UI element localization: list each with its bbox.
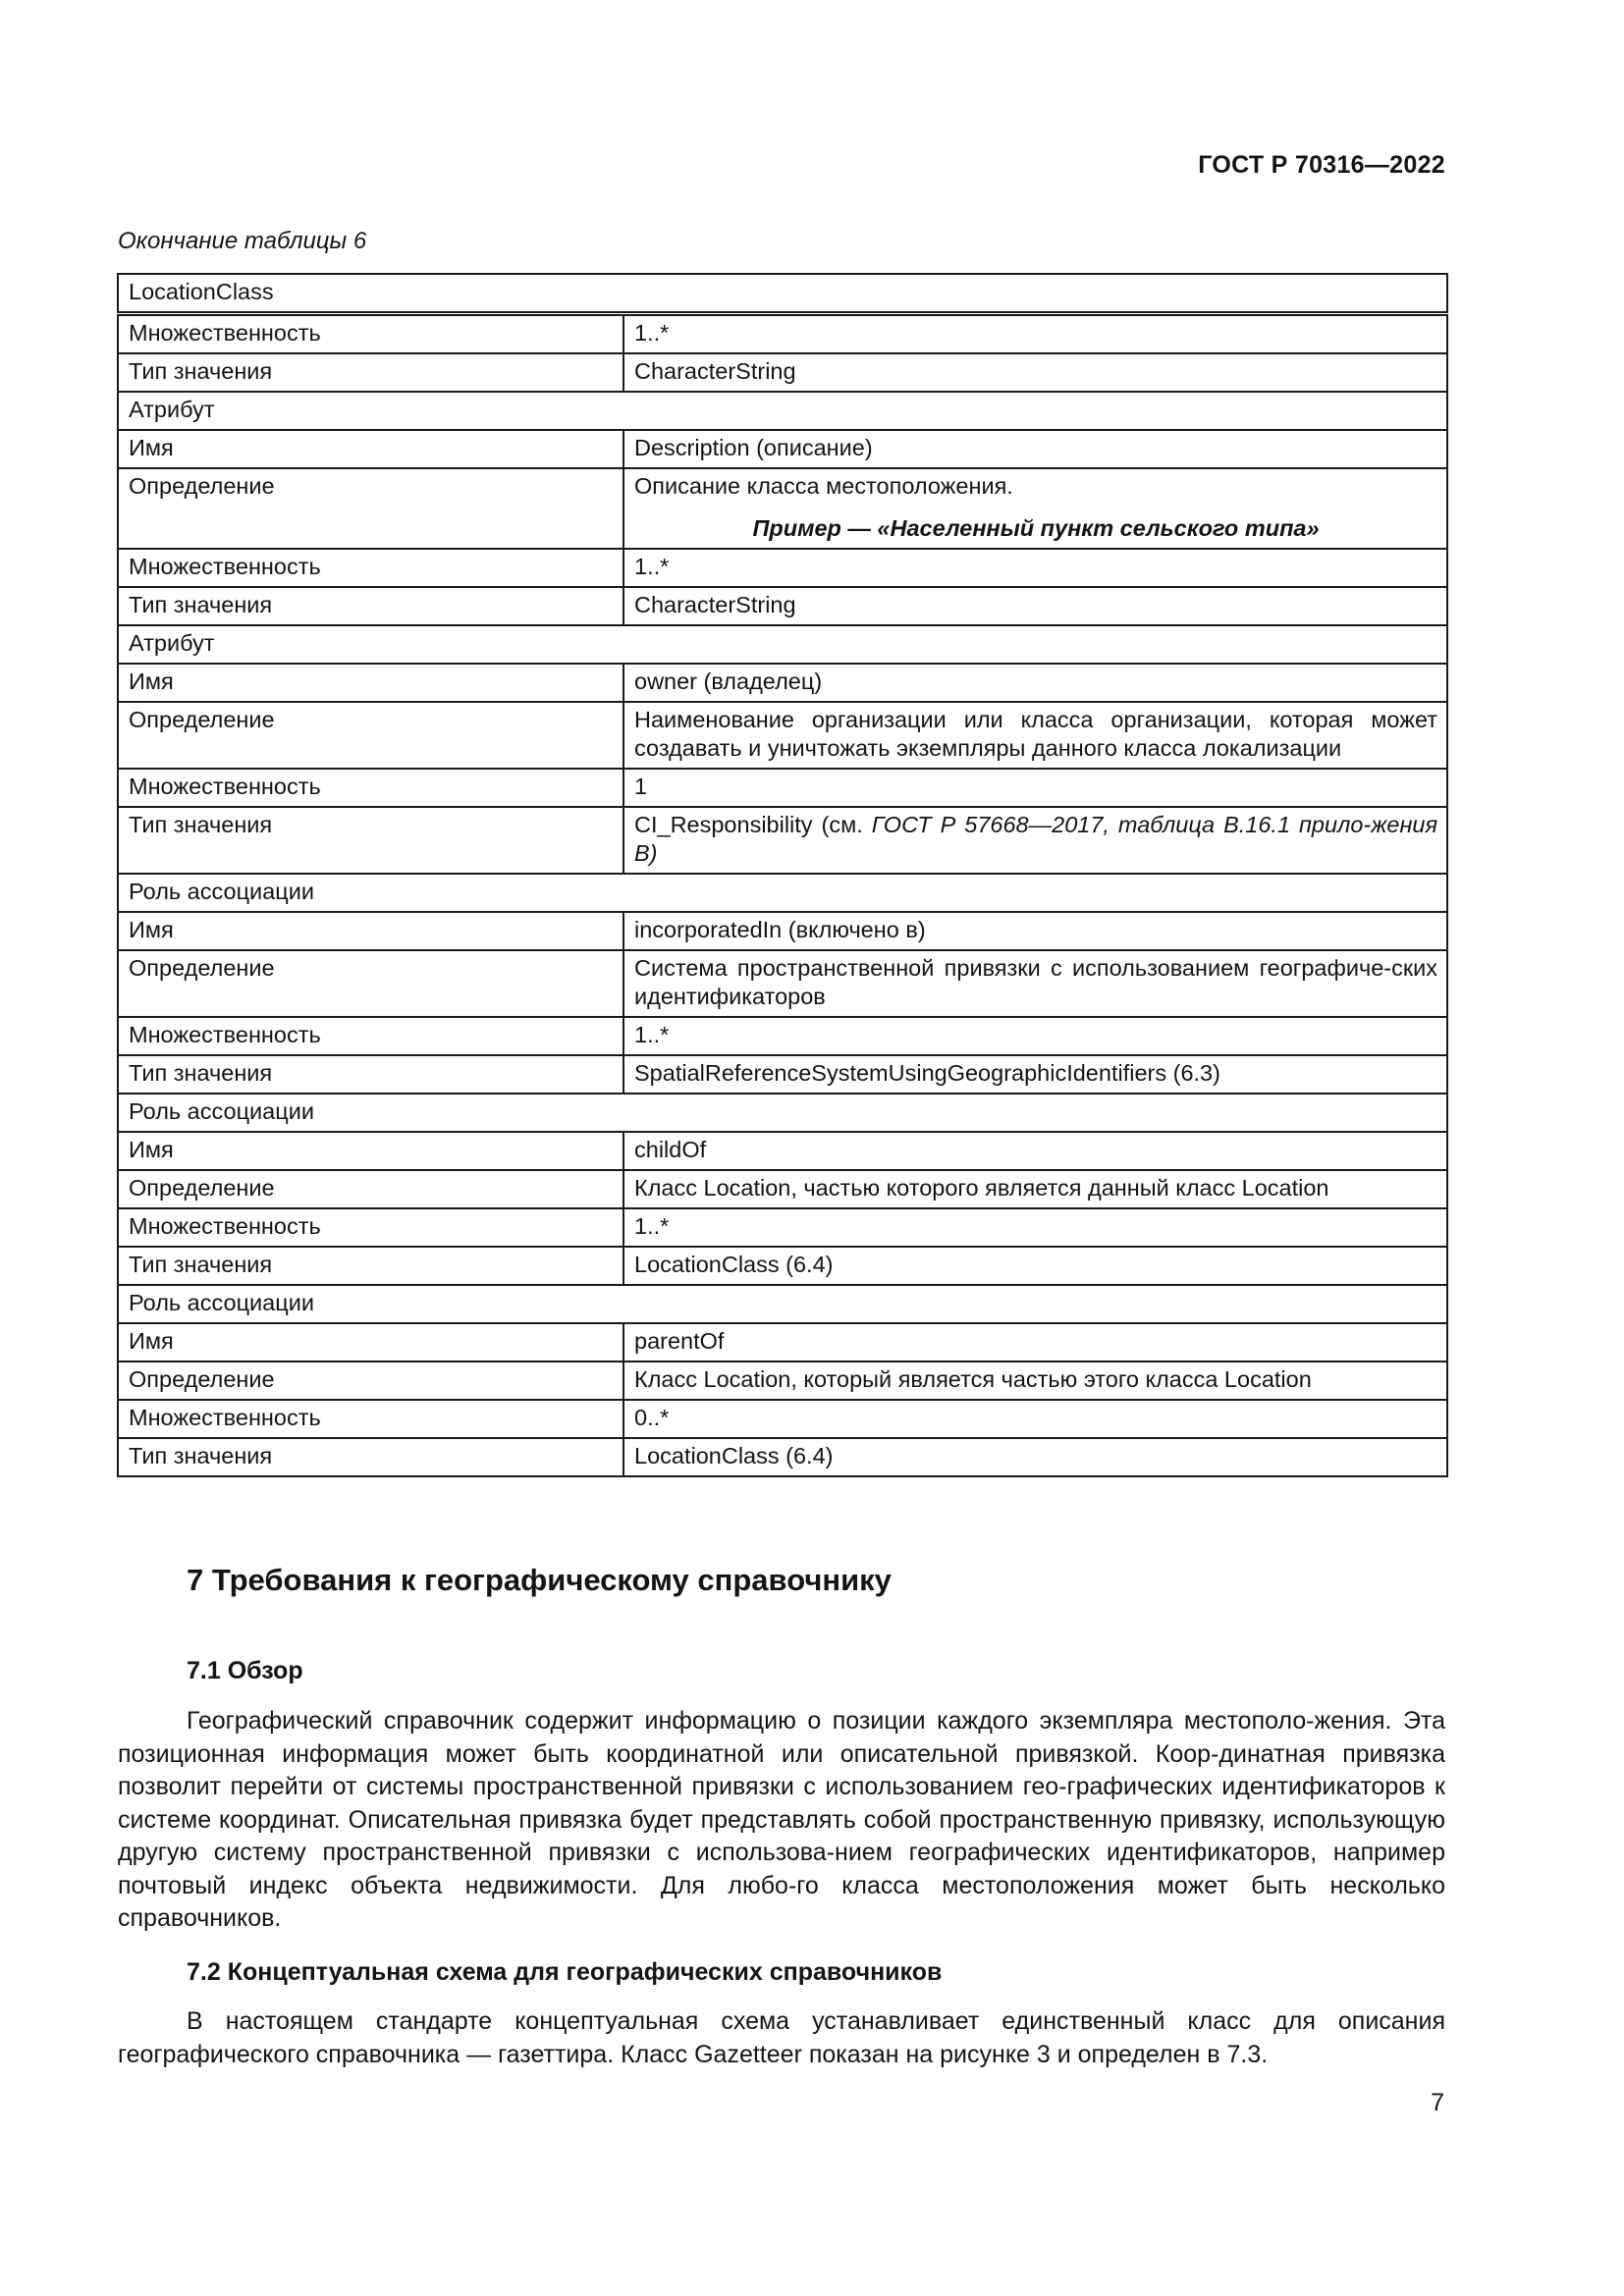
row-value-text: Класс Location, который является частью этого класса Location bbox=[634, 1366, 1312, 1392]
section-label-cell: Роль ассоциации bbox=[118, 1285, 1447, 1323]
table-row bbox=[118, 1362, 1447, 1400]
row-value-text: Система пространственной привязки с использованием географиче-ских идентификаторов bbox=[634, 955, 1438, 1009]
row-value-text: 1..* bbox=[634, 320, 670, 346]
row-value-cell bbox=[623, 807, 1447, 874]
row-value-text: LocationClass (6.4) bbox=[634, 1252, 834, 1277]
table-row bbox=[118, 702, 1447, 769]
row-value-cell bbox=[623, 1055, 1447, 1094]
row-label-cell: Определение bbox=[118, 1170, 623, 1208]
row-label-cell: Тип значения bbox=[118, 1055, 623, 1094]
row-label-cell: Тип значения bbox=[118, 1438, 623, 1476]
class-name-cell: LocationClass bbox=[118, 274, 1447, 314]
row-label-cell: Множественность bbox=[118, 769, 623, 807]
row-label-cell: Множественность bbox=[118, 1208, 623, 1247]
row-value-text: 1..* bbox=[634, 1213, 670, 1239]
section-heading: 7 Требования к географическому справочнику bbox=[187, 1563, 892, 1597]
row-value-text: 0..* bbox=[634, 1405, 670, 1430]
row-value-cell bbox=[623, 1400, 1447, 1438]
row-value-text: Наименование организации или класса организации, которая может создавать и уничтожать экземпляры данного класса локализации bbox=[634, 707, 1438, 761]
row-value-cell bbox=[623, 1132, 1447, 1170]
row-value-cell bbox=[623, 587, 1447, 625]
section-label-cell: Роль ассоциации bbox=[118, 874, 1447, 912]
row-value-reference: ГОСТ Р 57668—2017, таблица В.16.1 прило-жения В) bbox=[634, 812, 1438, 866]
row-value-text: CI_Responsibility (см. bbox=[634, 812, 872, 837]
row-value-text: SpatialReferenceSystemUsingGeographicIdentifiers (6.3) bbox=[634, 1060, 1220, 1086]
subsection-heading-conceptual-schema: 7.2 Концептуальная схема для географических справочников bbox=[187, 1958, 943, 1986]
table-section-row bbox=[118, 1285, 1447, 1323]
row-example-text: Пример — «Населенный пункт сельского типа» bbox=[752, 515, 1320, 541]
table-row bbox=[118, 587, 1447, 625]
attributes-table bbox=[117, 273, 1448, 1477]
row-value-text: LocationClass (6.4) bbox=[634, 1443, 834, 1468]
table-section-row bbox=[118, 625, 1447, 664]
table-row bbox=[118, 664, 1447, 702]
row-value-cell bbox=[623, 664, 1447, 702]
row-label-cell: Тип значения bbox=[118, 353, 623, 392]
table-row bbox=[118, 912, 1447, 950]
row-label-cell: Тип значения bbox=[118, 807, 623, 874]
table-row bbox=[118, 549, 1447, 587]
row-value-cell bbox=[623, 353, 1447, 392]
subsection-heading-overview: 7.1 Обзор bbox=[187, 1657, 303, 1684]
table-row bbox=[118, 1438, 1447, 1476]
row-value-cell bbox=[623, 1208, 1447, 1247]
row-value-text: childOf bbox=[634, 1137, 707, 1162]
row-value-cell bbox=[623, 702, 1447, 769]
row-value-cell bbox=[623, 1362, 1447, 1400]
table-row bbox=[118, 1170, 1447, 1208]
row-value-text: 1 bbox=[634, 774, 648, 799]
section-label-cell: Атрибут bbox=[118, 625, 1447, 664]
row-value-cell bbox=[623, 950, 1447, 1017]
row-value-cell bbox=[623, 430, 1447, 468]
row-label-cell: Определение bbox=[118, 702, 623, 769]
table-row bbox=[118, 769, 1447, 807]
row-value-text: 1..* bbox=[634, 1022, 670, 1047]
row-label-cell: Множественность bbox=[118, 314, 623, 354]
page-number: 7 bbox=[1431, 2089, 1444, 2116]
row-label-cell: Имя bbox=[118, 1132, 623, 1170]
table-row bbox=[118, 807, 1447, 874]
table-row bbox=[118, 314, 1447, 354]
row-value-text: incorporatedIn (включено в) bbox=[634, 917, 926, 942]
table-row bbox=[118, 950, 1447, 1017]
overview-paragraph: Географический справочник содержит информацию о позиции каждого экземпляра местополо-жения. Эта позиционная информация может быть координатной или описательной привязкой. Коор-динатная привязка позволит перейти от системы пространственной привязки с использованием гео-графических идентификаторов к системе координат. Описательная привязка будет представлять собой пространственную привязку, использующую другую систему пространственной привязки с использова-нием географических идентификаторов, например почтовый индекс объекта недвижимости. Для любо-го класса местоположения может быть несколько справочников. bbox=[118, 1707, 1445, 1932]
row-label-cell: Определение bbox=[118, 468, 623, 549]
row-value-text: Класс Location, частью которого является данный класс Location bbox=[634, 1175, 1329, 1201]
row-label-cell: Определение bbox=[118, 950, 623, 1017]
table-row bbox=[118, 1400, 1447, 1438]
section-label-cell: Атрибут bbox=[118, 392, 1447, 430]
row-value-cell bbox=[623, 1170, 1447, 1208]
row-value-cell bbox=[623, 1017, 1447, 1055]
table-row bbox=[118, 353, 1447, 392]
row-value-text: CharacterString bbox=[634, 358, 796, 384]
row-label-cell: Множественность bbox=[118, 549, 623, 587]
row-value-text: Описание класса местоположения. bbox=[634, 473, 1013, 499]
row-value-text: parentOf bbox=[634, 1328, 725, 1354]
table-row bbox=[118, 1323, 1447, 1362]
row-value-text: CharacterString bbox=[634, 592, 796, 617]
row-value-text: 1..* bbox=[634, 554, 670, 579]
row-value-cell bbox=[623, 468, 1447, 549]
table-row bbox=[118, 1017, 1447, 1055]
row-label-cell: Имя bbox=[118, 912, 623, 950]
row-label-cell: Множественность bbox=[118, 1400, 623, 1438]
table-header-row bbox=[118, 274, 1447, 314]
row-value-cell bbox=[623, 549, 1447, 587]
row-label-cell: Определение bbox=[118, 1362, 623, 1400]
document-code: ГОСТ Р 70316—2022 bbox=[1198, 151, 1445, 179]
table-row bbox=[118, 1055, 1447, 1094]
row-label-cell: Имя bbox=[118, 1323, 623, 1362]
row-value-cell bbox=[623, 912, 1447, 950]
row-value-cell bbox=[623, 314, 1447, 354]
table-section-row bbox=[118, 392, 1447, 430]
row-value-text: owner (владелец) bbox=[634, 668, 823, 694]
conceptual-schema-paragraph: В настоящем стандарте концептуальная схема устанавливает единственный класс для описания географического справочника — газеттира. Класс Gazetteer показан на рисунке 3 и определен в 7.3. bbox=[118, 2007, 1445, 2068]
table-row bbox=[118, 1247, 1447, 1285]
row-label-cell: Имя bbox=[118, 430, 623, 468]
row-value-cell bbox=[623, 1247, 1447, 1285]
table-row bbox=[118, 1132, 1447, 1170]
table-row bbox=[118, 468, 1447, 549]
section-label-cell: Роль ассоциации bbox=[118, 1094, 1447, 1132]
row-value-cell bbox=[623, 769, 1447, 807]
row-value-text: Description (описание) bbox=[634, 435, 873, 460]
table-section-row bbox=[118, 1094, 1447, 1132]
row-label-cell: Множественность bbox=[118, 1017, 623, 1055]
table-section-row bbox=[118, 874, 1447, 912]
row-label-cell: Имя bbox=[118, 664, 623, 702]
row-value-cell bbox=[623, 1438, 1447, 1476]
row-label-cell: Тип значения bbox=[118, 587, 623, 625]
row-label-cell: Тип значения bbox=[118, 1247, 623, 1285]
table-row bbox=[118, 430, 1447, 468]
row-value-cell bbox=[623, 1323, 1447, 1362]
table-caption: Окончание таблицы 6 bbox=[118, 228, 367, 254]
table-row bbox=[118, 1208, 1447, 1247]
